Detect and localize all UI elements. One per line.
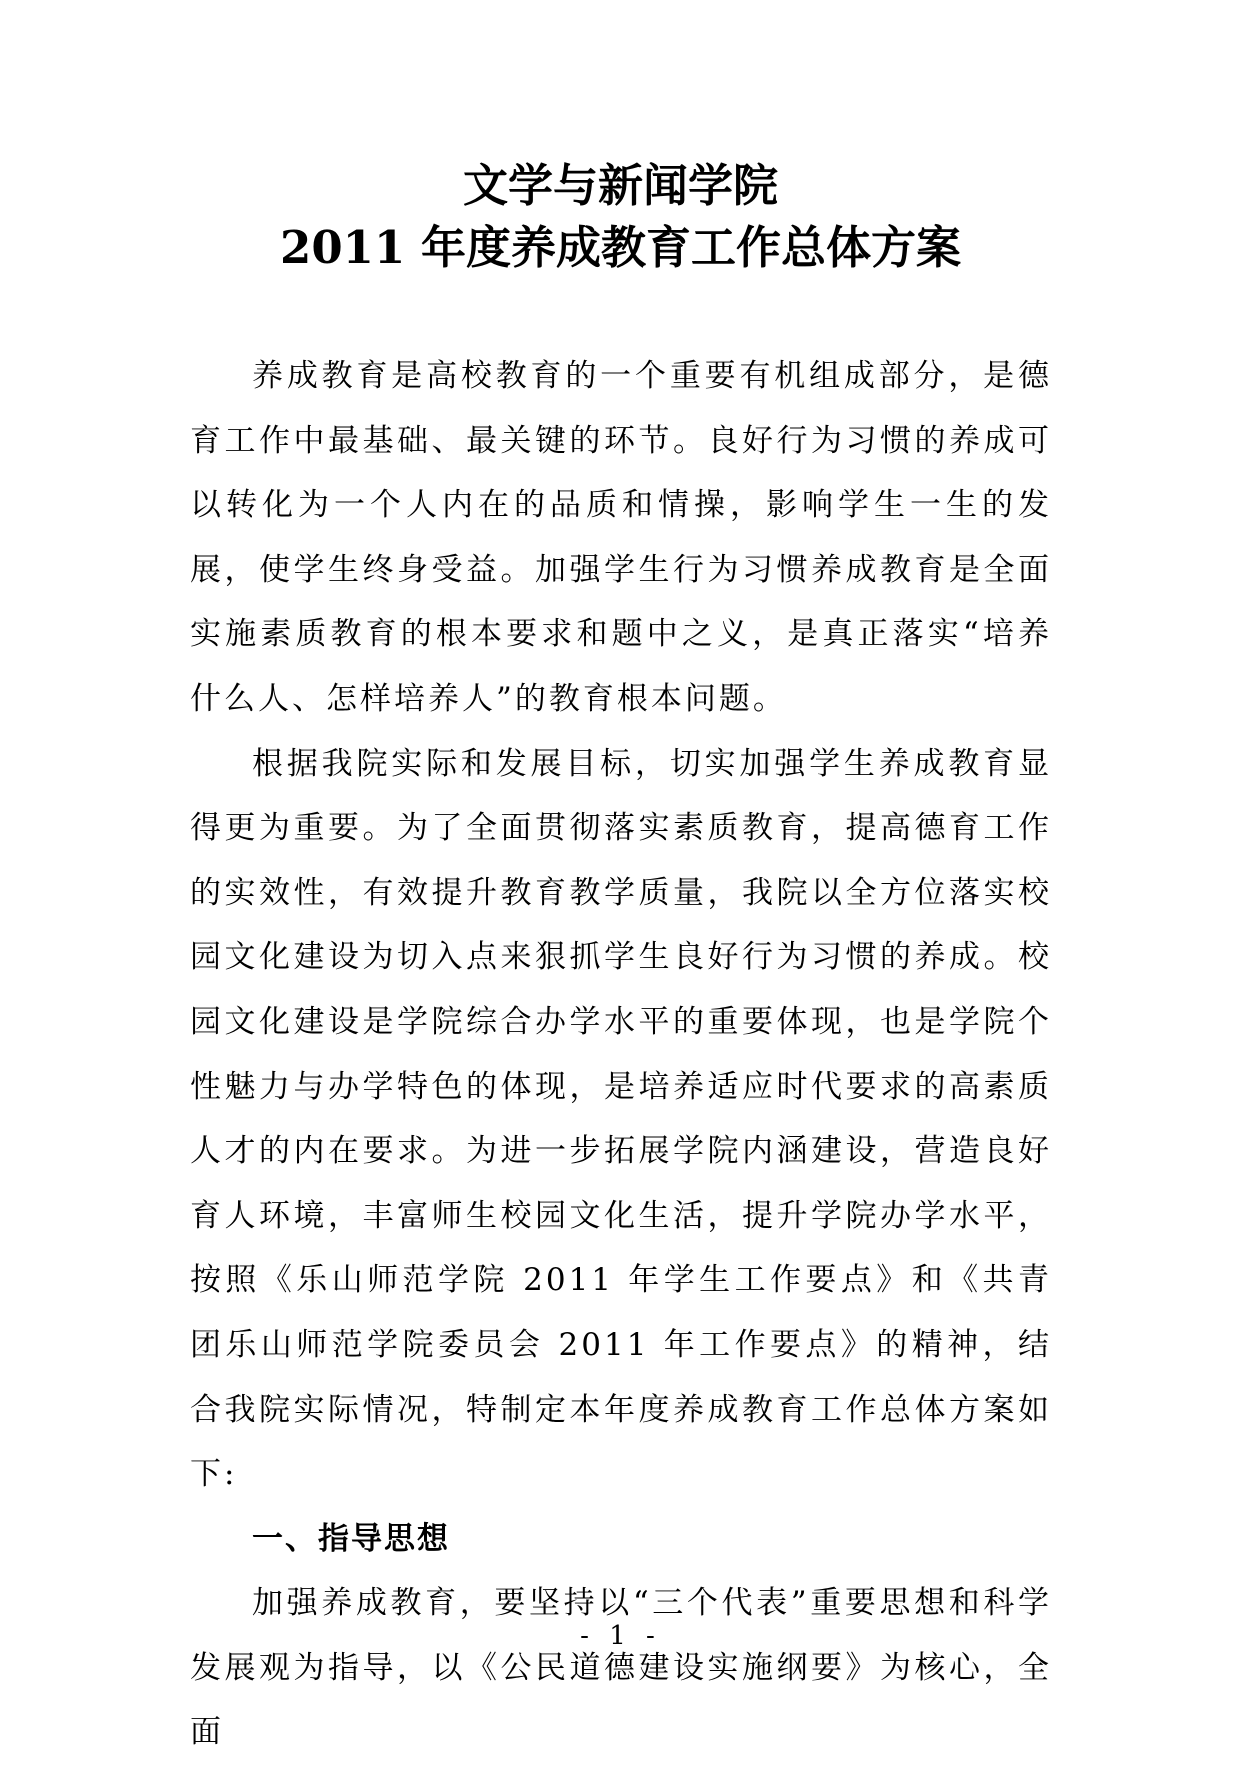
body-paragraph-2: 根据我院实际和发展目标，切实加强学生养成教育显得更为重要。为了全面贯彻落实素质教育，提高德育工作的实效性，有效提升教育教学质量，我院以全方位落实校园文化建设为切入点来狠抓学生良好行为习惯的养成。校园文化建设是学院综合办学水平的重要体现，也是学院个性魅力与办学特色的体现，是培养适应时代要求的高素质人才的内在要求。为进一步拓展学院内涵建设，营造良好育人环境，丰富师生校园文化生活，提升学院办学水平，按照《乐山师范学院 2011 年学生工作要点》和《共青团乐山师范学院委员会 2011 年工作要点》的精神，结合我院实际情况，特制定本年度养成教育工作总体方案如下: bbox=[190, 745, 1052, 1493]
section-heading: 一、指导思想 bbox=[252, 1520, 450, 1557]
page-number: - 1 - bbox=[580, 1621, 661, 1651]
document-title-line-1: 文学与新闻学院 bbox=[462, 159, 778, 212]
section-paragraph: 加强养成教育，要坚持以“三个代表”重要思想和科学发展观为指导，以《公民道德建设实施纲要》为核心，全面 bbox=[190, 1585, 1052, 1751]
document-body bbox=[190, 344, 1052, 1765]
body-paragraph-1: 养成教育是高校教育的一个重要有机组成部分，是德育工作中最基础、最关键的环节。良好行为习惯的养成可以转化为一个人内在的品质和情操，影响学生一生的发展，使学生终身受益。加强学生行为习惯养成教育是全面实施素质教育的根本要求和题中之义，是真正落实“培养什么人、怎样培养人”的教育根本问题。 bbox=[190, 358, 1052, 717]
document-title-line-2: 2011 年度养成教育工作总体方案 bbox=[280, 221, 961, 274]
